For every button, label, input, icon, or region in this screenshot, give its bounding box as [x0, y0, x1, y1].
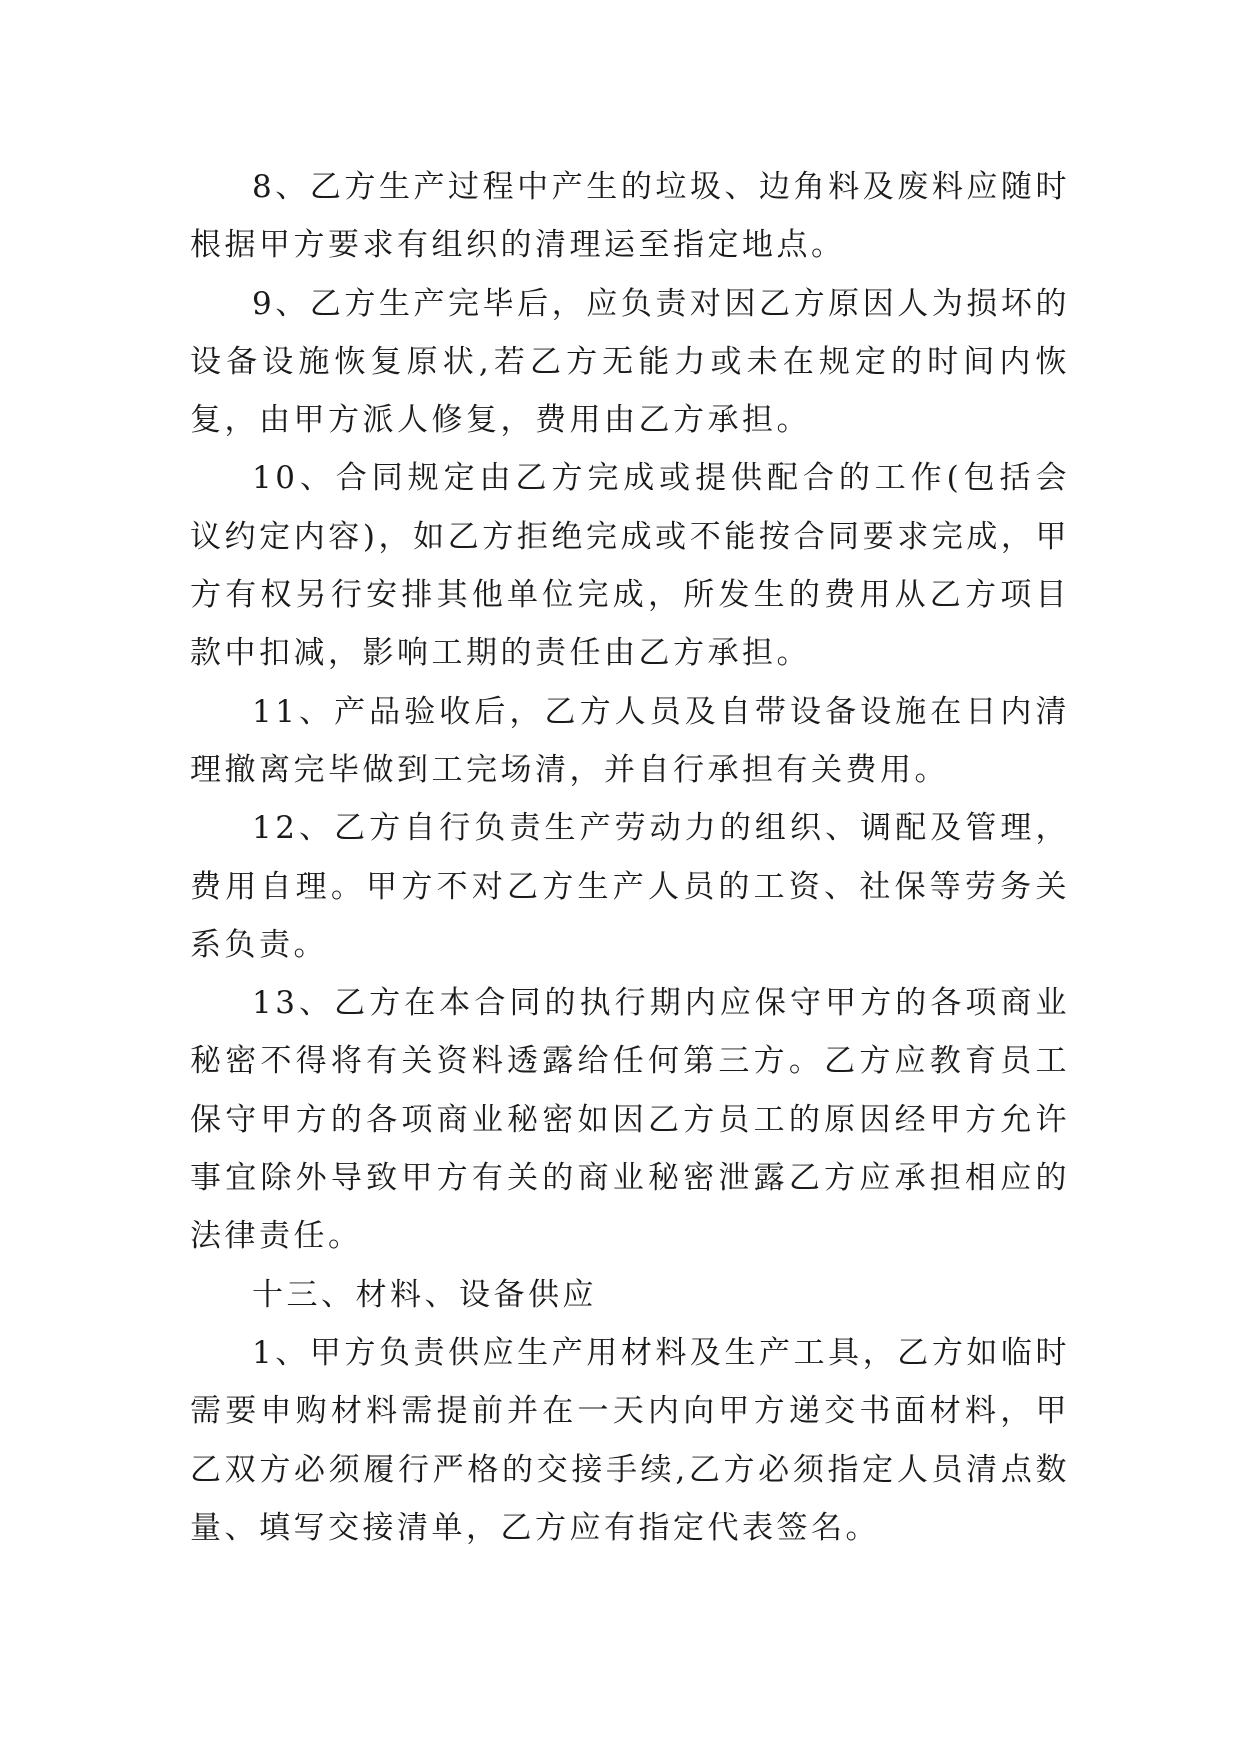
clause-10: 10、合同规定由乙方完成或提供配合的工作(包括会议约定内容)，如乙方拒绝完成或不能按合同要求完成，甲方有权另行安排其他单位完成，所发生的费用从乙方项目款中扣减，影响工期的责任由乙方承担。 [190, 460, 1070, 672]
clause-9: 9、乙方生产完毕后，应负责对因乙方原因人为损坏的设备设施恢复原状,若乙方无能力或未在规定的时间内恢复，由甲方派人修复，费用由乙方承担。 [190, 285, 1070, 439]
section-heading: 十三、材料、设备供应 [252, 1276, 597, 1313]
clause-11: 11、产品验收后，乙方人员及自带设备设施在日内清理撤离完毕做到工完场清，并自行承担有关费用。 [190, 693, 1070, 788]
clause-13: 13、乙方在本合同的执行期内应保守甲方的各项商业秘密不得将有关资料透露给任何第三方。乙方应教育员工保守甲方的各项商业秘密如因乙方员工的原因经甲方允许事宜除外导致甲方有关的商业秘密泄露乙方应承担相应的法律责任。 [190, 985, 1070, 1255]
clause-8: 8、乙方生产过程中产生的垃圾、边角料及废料应随时根据甲方要求有组织的清理运至指定地点。 [190, 169, 1070, 264]
document-body [190, 158, 1070, 1557]
section-clause-1: 1、甲方负责供应生产用材料及生产工具，乙方如临时需要申购材料需提前并在一天内向甲方递交书面材料，甲乙双方必须履行严格的交接手续,乙方必须指定人员清点数量、填写交接清单，乙方应有指定代表签名。 [190, 1334, 1070, 1546]
clause-12: 12、乙方自行负责生产劳动力的组织、调配及管理，费用自理。甲方不对乙方生产人员的工资、社保等劳务关系负责。 [190, 810, 1070, 963]
